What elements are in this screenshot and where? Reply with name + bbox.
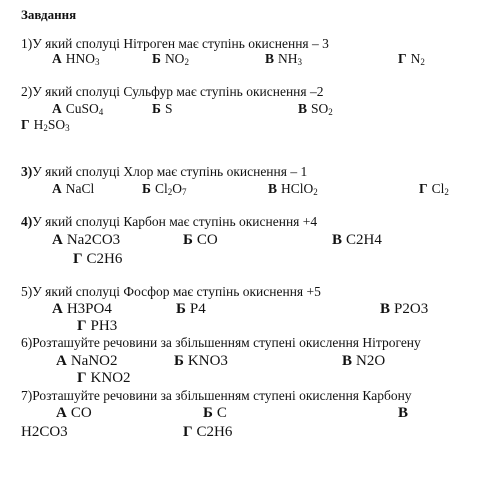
question-2-text: 2)У який сполуці Сульфур має ступінь окиснення –2 — [21, 84, 324, 99]
question-1-text: 1)У який сполуці Нітроген має ступінь окиснення – 3 — [21, 36, 329, 51]
q7-option-b: Б C — [203, 405, 227, 421]
q6-option-c: В N2O — [342, 353, 386, 369]
q1-option-c: В $NH_3$ — [265, 51, 303, 67]
question-7-text: 7)Розташуйте речовини за збільшенням ступені окислення Карбону — [21, 388, 412, 403]
q2-option-b: Б S — [152, 101, 173, 116]
q4-option-c: В C2H4 — [332, 232, 382, 248]
q3-option-a: А NaCl — [52, 181, 95, 196]
q1-option-d: Г $N_2$ — [398, 51, 425, 67]
q5-option-a: А H3PO4 — [52, 301, 112, 317]
question-5-text: 5)У який сполуці Фосфор має ступінь окиснення +5 — [21, 284, 321, 299]
q4-option-d: Г C2H6 — [73, 251, 123, 267]
q2-option-a: А CuSO$_4$ — [52, 101, 104, 117]
question-6-text: 6)Розташуйте речовини за збільшенням ступені окислення Нітрогену — [21, 335, 421, 350]
q7-option-d: Г C2H6 — [183, 424, 233, 440]
q6-option-b: Б KNO3 — [174, 353, 228, 369]
q7-option-c-value: H2CO3 — [21, 424, 68, 440]
q5-option-d: Г PH3 — [77, 318, 118, 334]
q7-option-a: А CO — [56, 405, 92, 421]
q6-option-a: А NaNO2 — [56, 353, 118, 369]
q2-option-d: Г $H_2SO_3$ — [21, 117, 70, 133]
q1-option-a: А $HNO_3$ — [52, 51, 100, 67]
q3-option-b: Б $Cl_2O_7$ — [142, 181, 187, 197]
q4-option-b: Б CO — [183, 232, 218, 248]
worksheet-title: Завдання — [21, 7, 77, 22]
q1-option-b: Б $NO_2$ — [152, 51, 189, 67]
q5-option-b: Б P4 — [176, 301, 206, 317]
q3-option-d: Г $Cl_2$ — [419, 181, 449, 197]
q2-option-c: В $SO_2$ — [298, 101, 333, 117]
question-4-text: 4)У який сполуці Карбон має ступінь окиснення +4 — [21, 214, 318, 229]
q4-option-a: А Na2CO3 — [52, 232, 121, 248]
q3-option-c: В HClO$_2$ — [268, 181, 318, 197]
q7-option-c: В — [398, 405, 409, 421]
q6-option-d: Г KNO2 — [77, 370, 131, 386]
q5-option-c: В P2O3 — [380, 301, 429, 317]
question-3-text: 3)У який сполуці Хлор має ступінь окиснення – 1 — [21, 164, 308, 179]
